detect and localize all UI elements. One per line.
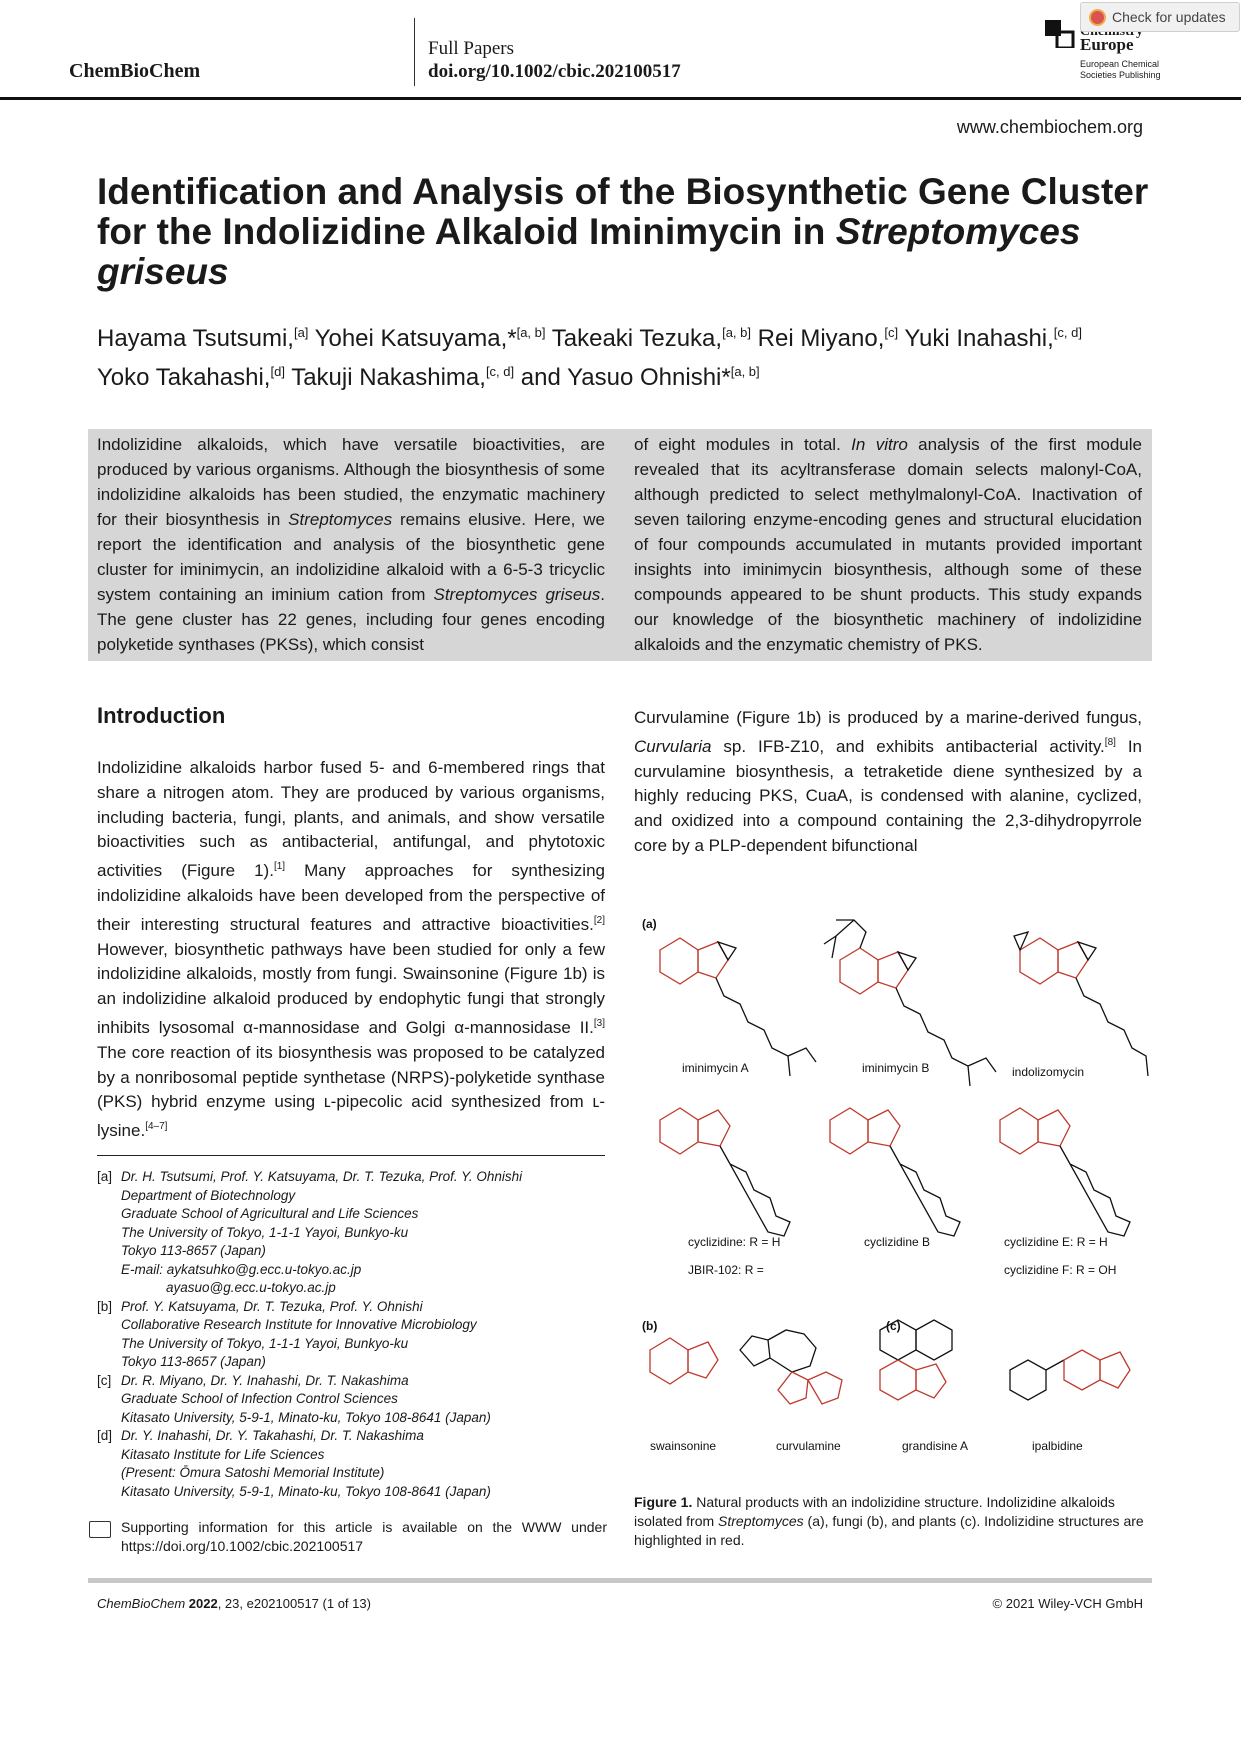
logo-europe: Europe — [1080, 35, 1134, 54]
email-link[interactable]: E-mail: aykatsuhko@g.ecc.u-tokyo.ac.jp — [121, 1261, 362, 1277]
label-iminimycin-a: iminimycin A — [682, 1061, 749, 1075]
footer-copyright: © 2021 Wiley-VCH GmbH — [992, 1596, 1143, 1611]
author: Yohei Katsuyama,*[a, b] — [314, 325, 546, 352]
label-indolizomycin: indolizomycin — [1012, 1065, 1085, 1079]
logo-sub-line2: Societies Publishing — [1080, 70, 1161, 80]
citation-ref[interactable]: [4–7] — [145, 1121, 168, 1133]
section-heading-introduction: Introduction — [97, 703, 226, 728]
supporting-info-link[interactable]: Supporting information for this article is available on the WWW under https://doi.org/10.1002/cbic.202100517 — [121, 1519, 607, 1554]
doi-link[interactable]: doi.org/10.1002/cbic.202100517 — [428, 61, 681, 82]
author: Yoko Takahashi,[d] — [97, 364, 285, 391]
structure-iminimycin-a — [660, 938, 816, 1076]
affiliation-b: [b] Prof. Y. Katsuyama, Dr. T. Tezuka, Prof. Y. Ohnishi Collaborative Research Institute for Innovative Microbiology The University of Tokyo, 1-1-1 Yayoi, Bunkyo-ku Tokyo 113-8657 (Japan) — [97, 1298, 477, 1369]
figure-caption: Figure 1. Natural products with an indolizidine structure. Indolizidine alkaloids isolated from Streptomyces (a), fungi (b), and plants (c). Indolizidine structures are highlighted in red. — [634, 1494, 1144, 1548]
structure-swainsonine — [650, 1338, 718, 1384]
header-divider — [414, 18, 415, 86]
label-cyclizidine-e: cyclizidine E: R = H — [1004, 1235, 1108, 1249]
structure-indolizomycin — [1014, 932, 1148, 1076]
logo-subtitle — [1080, 59, 1161, 81]
article-type: Full Papers — [428, 38, 515, 59]
website-url[interactable]: www.chembiochem.org — [956, 117, 1143, 137]
footnote-rule — [97, 1155, 605, 1156]
affiliation-a: [a] Dr. H. Tsutsumi, Prof. Y. Katsuyama, Dr. T. Tezuka, Prof. Y. Ohnishi Department of Biotechnology Graduate School of Agricultural and Life Sciences The University of Tokyo, 1-1-1 Yayoi, Bunkyo-ku Tokyo 113-8657 (Japan) E-mail: aykatsuhko@g.ecc.u-tokyo.ac.jp ayasuo@g.ecc.u-tokyo.ac.jp — [97, 1168, 607, 1298]
update-badge-icon — [1089, 9, 1106, 26]
structure-curvulamine — [740, 1330, 842, 1404]
header-rule — [0, 97, 1241, 100]
introduction-right-text: Curvulamine (Figure 1b) is produced by a marine-derived fungus, Curvularia sp. IFB-Z10, and exhibits antibacterial activity.[8] In curvulamine biosynthesis, a tetraketide diene synthesized by a highly reducing PKS, CuaA, is condensed with alanine, cyclized, and oxidized into a compound containing the 2,3-dihydropyrrole core by a PLP-dependent bifunctional — [634, 708, 1143, 855]
abstract-right-column: of eight modules in total. In vitro analysis of the first module revealed that its acyltransferase domain selects malonyl-CoA, although predicted to select methylmalonyl-CoA. Inactivation of seven tailoring enzyme-encoding genes and structural elucidation of four compounds accumulated in mutants provided important insights into iminimycin biosynthesis, although some of these compounds appeared to be shunt products. This study expands our knowledge of the biosynthetic machinery of indolizidine alkaloids and the enzymatic chemistry of PKS. — [634, 435, 1142, 654]
chemistry-europe-logo-icon — [1045, 20, 1075, 48]
label-iminimycin-b: iminimycin B — [862, 1061, 930, 1075]
label-jbir: JBIR-102: R = — [688, 1263, 764, 1277]
email-link[interactable]: ayasuo@g.ecc.u-tokyo.ac.jp — [166, 1280, 336, 1295]
supporting-info — [89, 1518, 607, 1556]
introduction-left-text: Indolizidine alkaloids harbor fused 5- and 6-membered rings that share a nitrogen atom. They are produced by various organisms, including bacteria, fungi, plants, and animals, and show versatile bioactivities such as antibacterial, antifungal, and phytotoxic activities (Figure 1).[1] Many approaches for synthesizing indolizidine alkaloids have been developed from the perspective of their interesting structural features and attractive bioactivities.[2] However, biosynthetic pathways have been studied for only a few indolizidine alkaloids, mostly from fungi. Swainsonine (Figure 1b) is an indolizidine alkaloid produced by endophytic fungi that strongly inhibits lysosomal α-mannosidase and Golgi α-mannosidase II.[3] The core reaction of its biosynthesis was proposed to be catalyzed by a nonribosomal peptide synthetase (NRPS)-polyketide synthase (PKS) hybrid enzyme using ʟ-pipecolic acid synthesized from ʟ-lysine.[4–7] — [97, 758, 605, 1141]
affiliation-d: [d] Dr. Y. Inahashi, Dr. Y. Takahashi, Dr. T. Nakashima Kitasato Institute for Life Sciences (Present: Ōmura Satoshi Memorial Institute) Kitasato University, 5-9-1, Minato-ku, Tokyo 108-8641 (Japan) — [97, 1428, 491, 1499]
label-grandisine: grandisine A — [902, 1439, 969, 1453]
label-cyclizidine-b: cyclizidine B — [864, 1235, 931, 1249]
title-italic: Streptomyces griseus — [97, 211, 1081, 292]
panel-label-b: (b) — [642, 1319, 658, 1333]
label-curvulamine: curvulamine — [776, 1439, 841, 1453]
structure-cyclizidine — [660, 1108, 790, 1236]
check-for-updates-button[interactable] — [1080, 2, 1240, 32]
computer-icon — [89, 1521, 111, 1538]
panel-label-c: (c) — [886, 1319, 901, 1333]
citation-ref[interactable]: [2] — [593, 914, 605, 926]
affiliations — [97, 1168, 607, 1501]
footer-rule — [88, 1578, 1152, 1583]
author: Takeaki Tezuka,[a, b] — [551, 325, 751, 352]
logo-sub-line1: European Chemical — [1080, 59, 1160, 69]
label-swainsonine: swainsonine — [650, 1439, 717, 1453]
structure-cyclizidine-ef — [1000, 1108, 1130, 1236]
citation-ref[interactable]: [1] — [273, 861, 286, 873]
author: Hayama Tsutsumi,[a] — [97, 325, 309, 352]
journal-name: ChemBioChem — [69, 60, 201, 82]
author: Yuki Inahashi,[c, d] — [904, 325, 1082, 352]
author: Rei Miyano,[c] — [757, 325, 899, 352]
citation-ref[interactable]: [3] — [593, 1017, 605, 1029]
author-list — [97, 316, 1157, 394]
abstract-left-column: Indolizidine alkaloids, which have versatile bioactivities, are produced by various organisms. Although the biosynthesis of some indolizidine alkaloids has been studied, the enzymatic machinery for their biosynthesis in Streptomyces remains elusive. Here, we report the identification and analysis of the biosynthetic gene cluster for iminimycin, an indolizidine alkaloid with a 6-5-3 tricyclic system containing an iminium cation from Streptomyces griseus. The gene cluster has 22 genes, including four genes encoding polyketide synthases (PKSs), which consist — [97, 435, 605, 654]
structure-ipalbidine — [1010, 1350, 1130, 1400]
label-ipalbidine: ipalbidine — [1032, 1439, 1083, 1453]
check-updates-label: Check for updates — [1112, 9, 1226, 25]
structure-cyclizidine-b — [830, 1108, 960, 1236]
title-main: Identification and Analysis of the Biosynthetic Gene Cluster for the Indolizidine Alkaloid Iminimycin in — [97, 171, 1149, 252]
footer-citation: ChemBioChem 2022, 23, e202100517 (1 of 13) — [97, 1596, 371, 1611]
author: Takuji Nakashima,[c, d] — [291, 364, 515, 391]
article-title — [97, 172, 1157, 292]
label-cyclizidine: cyclizidine: R = H — [688, 1235, 781, 1249]
label-cyclizidine-f: cyclizidine F: R = OH — [1004, 1263, 1117, 1277]
panel-label-a: (a) — [642, 917, 657, 931]
affiliation-c: [c] Dr. R. Miyano, Dr. Y. Inahashi, Dr. T. Nakashima Graduate School of Infection Control Sciences Kitasato University, 5-9-1, Minato-ku, Tokyo 108-8641 (Japan) — [97, 1372, 491, 1425]
figure-1 — [640, 910, 1160, 1470]
author: and Yasuo Ohnishi*[a, b] — [520, 364, 760, 391]
citation-ref[interactable]: [8] — [1104, 736, 1116, 748]
